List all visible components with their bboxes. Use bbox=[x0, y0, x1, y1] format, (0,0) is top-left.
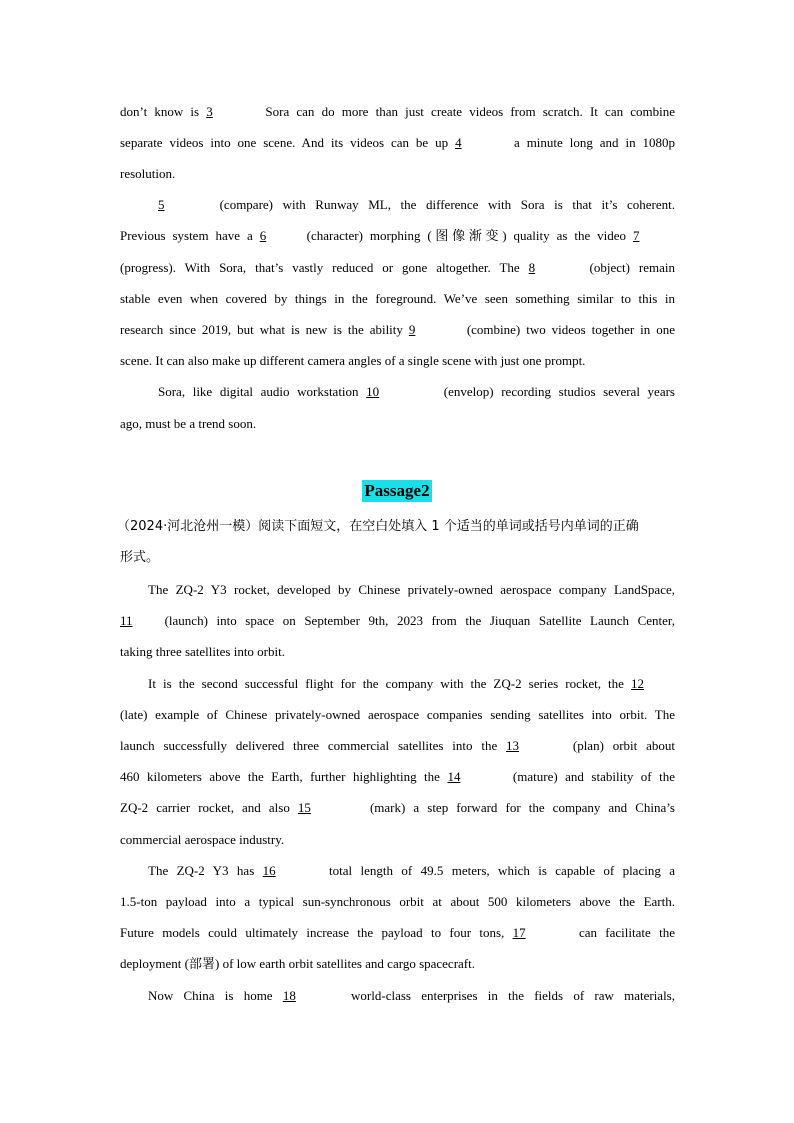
p2-para3-line-3 bbox=[120, 925, 675, 941]
p1-line-3: resolution. bbox=[120, 166, 176, 181]
p1-line-6 bbox=[120, 260, 675, 276]
blank-14: 14 bbox=[447, 769, 461, 784]
p1-line-5 bbox=[120, 228, 675, 245]
chinese-gloss: 图像渐变 bbox=[431, 229, 503, 244]
instruction-line-2: 形式。 bbox=[120, 550, 160, 565]
text: (mature) and stability of the bbox=[505, 769, 676, 784]
blank-6: 6 bbox=[259, 228, 267, 243]
p2-para2-line-1 bbox=[148, 676, 675, 692]
p1-line-9: scene. It can also make up different camera angles of a single scene with just one prompt. bbox=[120, 353, 586, 368]
p1-line-7: stable even when covered by things in the foreground. We’ve seen something similar to this in bbox=[120, 291, 675, 306]
text: research since 2019, but what is new is the ability bbox=[120, 322, 409, 337]
blank-5: 5 bbox=[158, 197, 165, 212]
p2-para2-line-4 bbox=[120, 769, 675, 785]
text: can facilitate the bbox=[570, 925, 675, 940]
p2-para2-line-3 bbox=[120, 738, 675, 754]
p2-para1-line-2 bbox=[120, 613, 675, 629]
text: (compare) with Runway ML, the difference with Sora is that it’s coherent. bbox=[210, 197, 675, 212]
text: (plan) orbit about bbox=[564, 738, 675, 753]
text: (character) morphing ( bbox=[299, 228, 432, 243]
blank-7: 7 bbox=[633, 228, 640, 243]
blank-13: 13 bbox=[506, 738, 520, 753]
p2-para3-line-2: 1.5-ton payload into a typical sun-synchronous orbit at about 500 kilometers above the Earth. bbox=[120, 894, 675, 909]
blank-15: 15 bbox=[297, 800, 311, 815]
p1-line-10 bbox=[158, 384, 675, 400]
instruction-line-1: （2024·河北沧州一模）阅读下面短文，在空白处填入 1 个适当的单词或括号内单词的正确 bbox=[117, 519, 639, 534]
p2-para2-line-2: (late) example of Chinese privately-owned aerospace companies sending satellites into orbit. The bbox=[120, 707, 675, 722]
p1-line-2 bbox=[120, 135, 675, 151]
text: total length of 49.5 meters, which is capable of placing a bbox=[320, 863, 675, 878]
passage-title-wrap bbox=[0, 480, 794, 502]
p1-line-4 bbox=[158, 197, 675, 213]
p2-para4-line-1 bbox=[148, 988, 675, 1004]
text: (envelop) recording studios several years bbox=[436, 384, 675, 399]
blank-4: 4 bbox=[455, 135, 462, 150]
blank-12: 12 bbox=[631, 676, 644, 691]
text: 460 kilometers above the Earth, further highlighting the bbox=[120, 769, 448, 784]
p2-para1-line-1: The ZQ-2 Y3 rocket, developed by Chinese privately-owned aerospace company LandSpace, bbox=[148, 582, 675, 597]
text: (combine) two videos together in one bbox=[460, 322, 675, 337]
p1-line-11: ago, must be a trend soon. bbox=[120, 416, 257, 431]
text: launch successfully delivered three commercial satellites into the bbox=[120, 738, 507, 753]
text: deployment ( bbox=[120, 956, 189, 971]
text: Sora, like digital audio workstation bbox=[158, 384, 367, 399]
text: separate videos into one scene. And its videos can be up bbox=[120, 135, 456, 150]
blank-9: 9 bbox=[408, 322, 416, 337]
p1-line-8 bbox=[120, 322, 675, 338]
blank-3: 3 bbox=[206, 104, 213, 119]
text: ) quality as the video bbox=[502, 228, 633, 243]
passage-title: Passage2 bbox=[364, 481, 430, 500]
text: don’t know is bbox=[120, 104, 207, 119]
p1-line-1 bbox=[120, 104, 675, 120]
text: It is the second successful flight for the company with the ZQ-2 series rocket, the bbox=[148, 676, 631, 691]
text: ZQ-2 carrier rocket, and also bbox=[120, 800, 298, 815]
blank-16: 16 bbox=[262, 863, 276, 878]
p2-para2-line-5 bbox=[120, 800, 675, 816]
blank-18: 18 bbox=[282, 988, 296, 1003]
text: Now China is home bbox=[148, 988, 283, 1003]
blank-17: 17 bbox=[512, 925, 526, 940]
text: (mark) a step forward for the company and China’s bbox=[361, 800, 675, 815]
p2-para3-line-1 bbox=[148, 863, 675, 879]
text: Sora can do more than just create videos from scratch. It can combine bbox=[258, 104, 676, 119]
text: The ZQ-2 Y3 has bbox=[148, 863, 263, 878]
text: a minute long and in 1080p bbox=[507, 135, 676, 150]
text: ) of low earth orbit satellites and cargo spacecraft. bbox=[214, 956, 475, 971]
text: (launch) into space on September 9th, 2023 from the Jiuquan Satellite Launch Center, bbox=[156, 613, 675, 628]
text: (object) remain bbox=[580, 260, 676, 275]
blank-10: 10 bbox=[366, 384, 380, 399]
text: Future models could ultimately increase the payload to four tons, bbox=[120, 925, 513, 940]
text: (progress). With Sora, that’s vastly reduced or gone altogether. The bbox=[120, 260, 529, 275]
blank-8: 8 bbox=[528, 260, 536, 275]
p2-para3-line-4 bbox=[120, 956, 675, 973]
text: world-class enterprises in the fields of raw materials, bbox=[340, 988, 675, 1003]
text: Previous system have a bbox=[120, 228, 260, 243]
p2-para1-line-3: taking three satellites into orbit. bbox=[120, 644, 285, 659]
chinese-gloss: 部署 bbox=[188, 957, 215, 972]
blank-11: 11 bbox=[120, 613, 133, 628]
p2-para2-line-6: commercial aerospace industry. bbox=[120, 832, 285, 847]
